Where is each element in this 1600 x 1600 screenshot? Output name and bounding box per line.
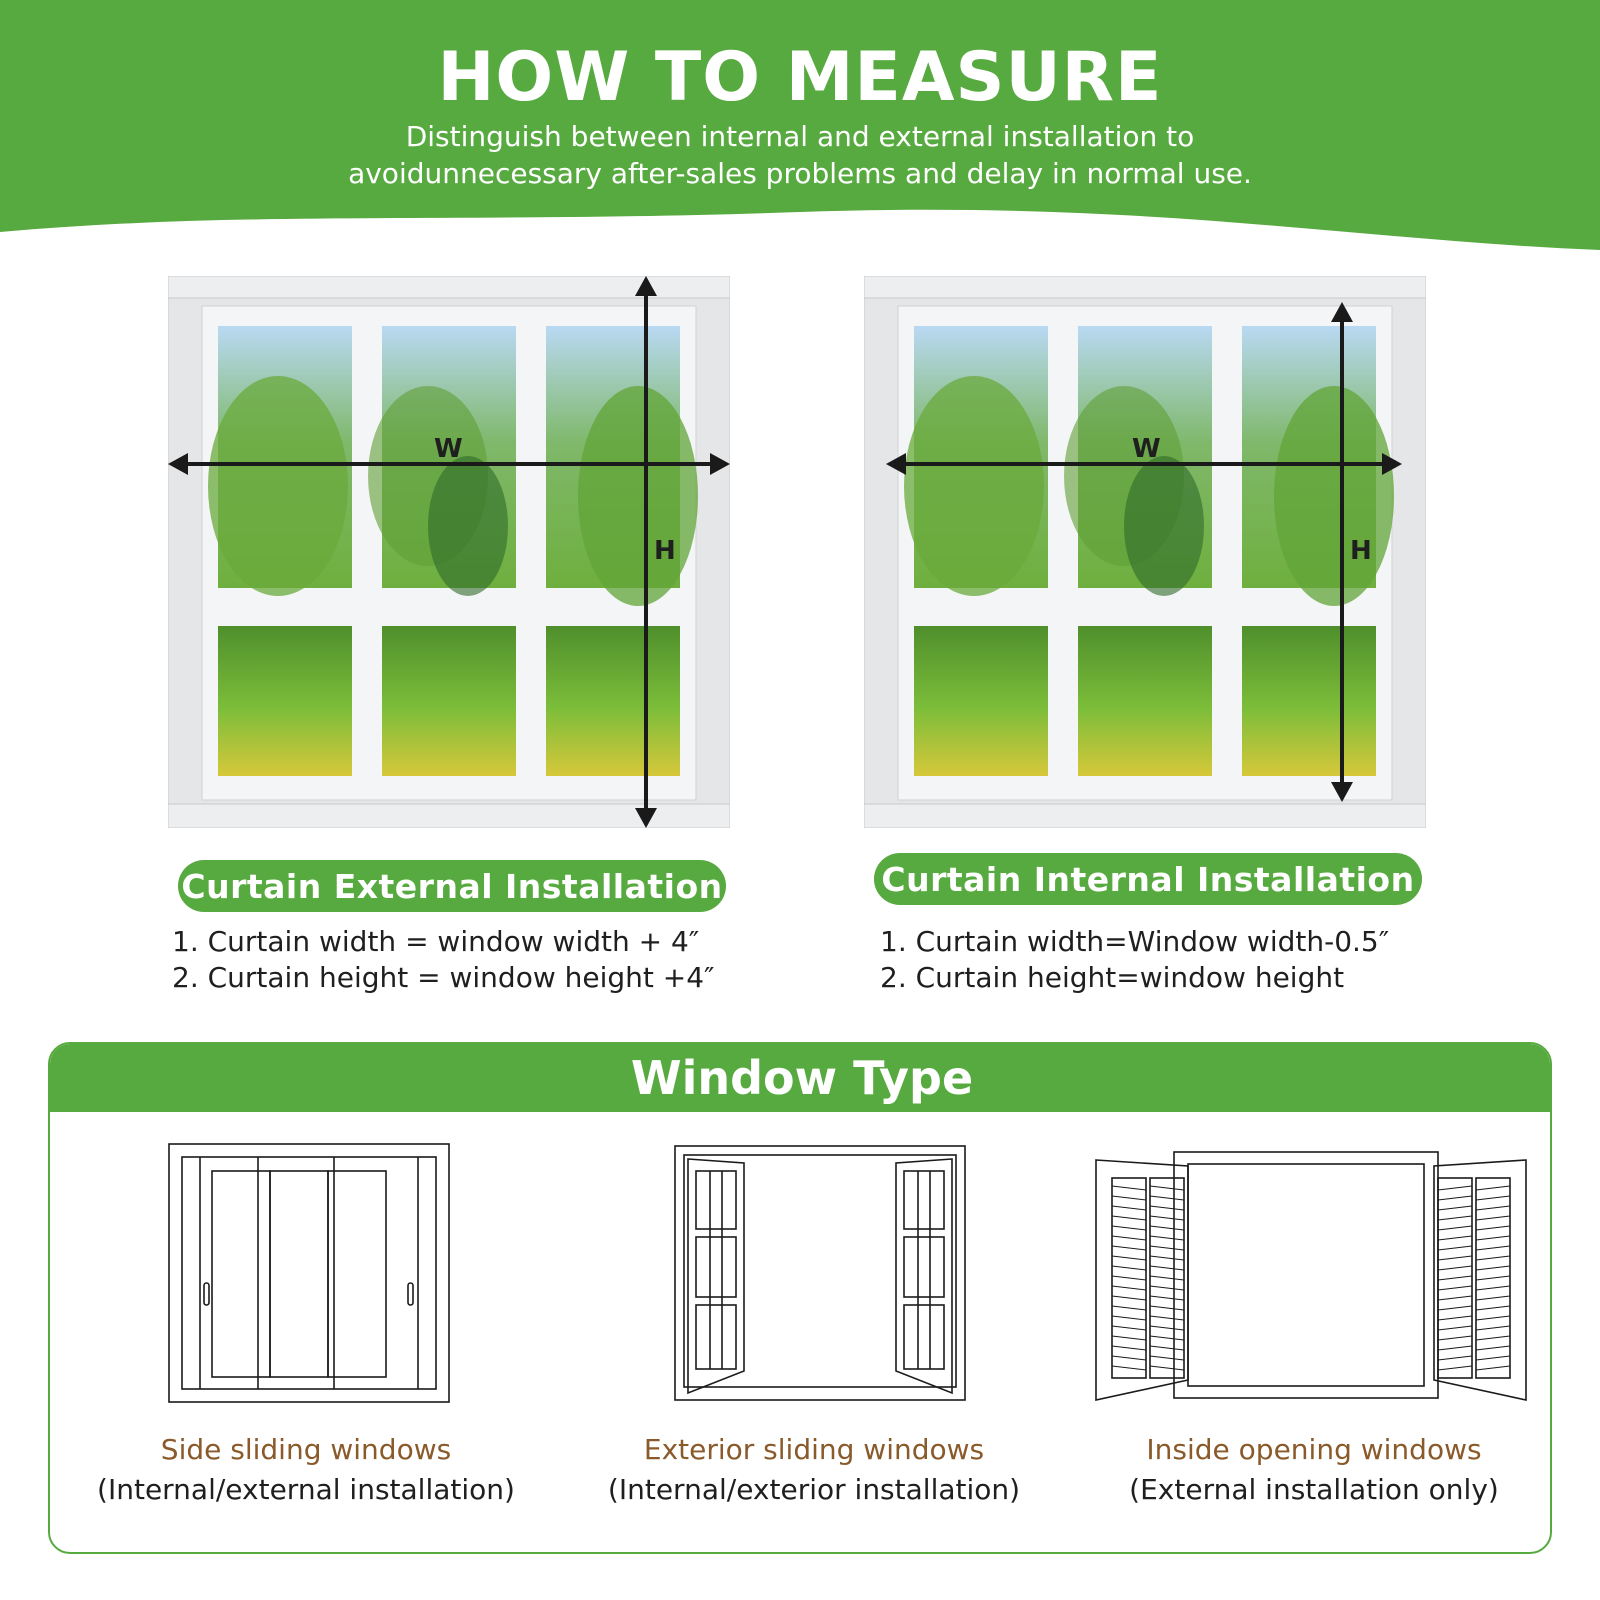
type-name: Inside opening windows <box>1146 1433 1482 1466</box>
external-window-illustration <box>168 276 730 828</box>
external-width-label: W <box>434 434 463 464</box>
type-note: (Internal/external installation) <box>97 1473 515 1506</box>
page-title: HOW TO MEASURE <box>437 38 1163 117</box>
casement-window-icon <box>674 1145 966 1401</box>
internal-height-label: H <box>1350 536 1372 566</box>
external-height-label: H <box>654 536 676 566</box>
type-note: (Internal/exterior installation) <box>607 1473 1021 1506</box>
internal-width-label: W <box>1132 434 1161 464</box>
type-note: (External installation only) <box>1129 1473 1499 1506</box>
external-rule-width: 1. Curtain width = window width + 4″ <box>172 925 700 958</box>
subtitle-line-1: Distinguish between internal and external installation to <box>405 120 1195 153</box>
subtitle-line-2: avoidunnecessary after-sales problems and delay in normal use. <box>348 157 1252 190</box>
side-sliding-window-icon <box>168 1143 450 1403</box>
internal-rule-width: 1. Curtain width=Window width-0.5″ <box>880 925 1390 958</box>
type-side-sliding <box>76 1430 536 1510</box>
type-inside-opening <box>1084 1430 1544 1510</box>
window-type-title: Window Type <box>50 1044 1552 1112</box>
type-exterior-sliding <box>584 1430 1044 1510</box>
type-name: Side sliding windows <box>160 1433 452 1466</box>
page-subtitle <box>200 118 1400 192</box>
external-rule-height: 2. Curtain height = window height +4″ <box>172 961 715 994</box>
internal-rule-height: 2. Curtain height=window height <box>880 961 1345 994</box>
internal-installation-badge: Curtain Internal Installation <box>874 853 1422 905</box>
type-name: Exterior sliding windows <box>643 1433 985 1466</box>
shutter-window-icon <box>1094 1150 1528 1404</box>
external-installation-badge: Curtain External Installation <box>178 860 726 912</box>
internal-window-illustration <box>864 276 1426 828</box>
